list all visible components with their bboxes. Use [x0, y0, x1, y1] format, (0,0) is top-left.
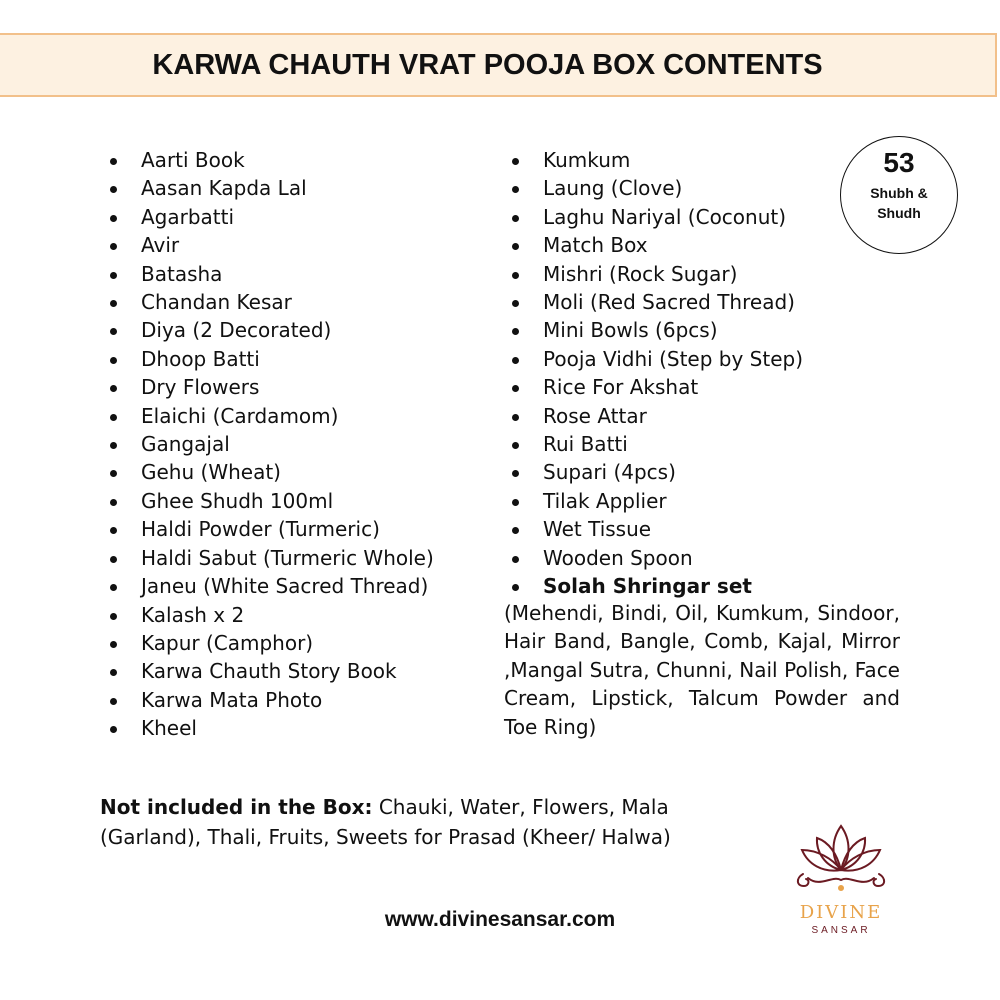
list-item: Wet Tissue	[510, 515, 803, 543]
list-item: Match Box	[510, 231, 803, 259]
list-item-shringar: Solah Shringar set	[510, 572, 803, 600]
not-included-note	[100, 792, 740, 852]
list-item: Laung (Clove)	[510, 174, 803, 202]
list-item: Kapur (Camphor)	[108, 629, 434, 657]
logo-sub: SANSAR	[811, 925, 871, 936]
list-item: Avir	[108, 231, 434, 259]
list-item: Batasha	[108, 260, 434, 288]
website-link[interactable]: www.divinesansar.com	[384, 908, 616, 931]
list-item: Wooden Spoon	[510, 544, 803, 572]
item-count-badge	[840, 136, 958, 254]
list-item: Dry Flowers	[108, 373, 434, 401]
list-item: Diya (2 Decorated)	[108, 316, 434, 344]
list-item: Elaichi (Cardamom)	[108, 402, 434, 430]
lotus-icon	[790, 818, 892, 902]
list-item: Tilak Applier	[510, 487, 803, 515]
badge-label: Shubh & Shudh	[870, 185, 928, 221]
list-item: Kheel	[108, 714, 434, 742]
list-item: Haldi Powder (Turmeric)	[108, 515, 434, 543]
list-item: Mini Bowls (6pcs)	[510, 316, 803, 344]
list-item: Gangajal	[108, 430, 434, 458]
page-title: KARWA CHAUTH VRAT POOJA BOX CONTENTS	[152, 48, 823, 81]
list-item: Agarbatti	[108, 203, 434, 231]
list-item: Laghu Nariyal (Coconut)	[510, 203, 803, 231]
logo-name: DIVINE	[799, 902, 883, 923]
not-included-label: Not included in the Box:	[100, 795, 373, 819]
list-item: Rui Batti	[510, 430, 803, 458]
title-banner	[0, 33, 997, 97]
badge-number: 53	[883, 147, 915, 178]
list-item: Karwa Mata Photo	[108, 686, 434, 714]
not-included-text: Chauki, Water, Flowers, Mala (Garland), Thali, Fruits, Sweets for Prasad (Kheer/ Halwa)	[100, 795, 671, 849]
list-item: Karwa Chauth Story Book	[108, 657, 434, 685]
list-item: Janeu (White Sacred Thread)	[108, 572, 434, 600]
list-item: Rose Attar	[510, 402, 803, 430]
list-item: Dhoop Batti	[108, 345, 434, 373]
list-item: Haldi Sabut (Turmeric Whole)	[108, 544, 434, 572]
list-item: Kumkum	[510, 146, 803, 174]
list-item: Kalash x 2	[108, 601, 434, 629]
list-item: Mishri (Rock Sugar)	[510, 260, 803, 288]
list-item: Chandan Kesar	[108, 288, 434, 316]
list-item: Aarti Book	[108, 146, 434, 174]
shringar-details: (Mehendi, Bindi, Oil, Kumkum, Sindoor, Hair Band, Bangle, Comb, Kajal, Mirror ,Mangal Sutra, Chunni, Nail Polish, Face Cream, Lipstick, Talcum Powder and Toe Ring)	[504, 601, 900, 739]
contents-list-right	[510, 146, 803, 601]
list-item: Gehu (Wheat)	[108, 458, 434, 486]
list-item: Aasan Kapda Lal	[108, 174, 434, 202]
contents-list-left	[108, 146, 434, 743]
list-item: Supari (4pcs)	[510, 458, 803, 486]
list-item: Moli (Red Sacred Thread)	[510, 288, 803, 316]
list-item: Rice For Akshat	[510, 373, 803, 401]
list-item: Ghee Shudh 100ml	[108, 487, 434, 515]
list-item: Pooja Vidhi (Step by Step)	[510, 345, 803, 373]
